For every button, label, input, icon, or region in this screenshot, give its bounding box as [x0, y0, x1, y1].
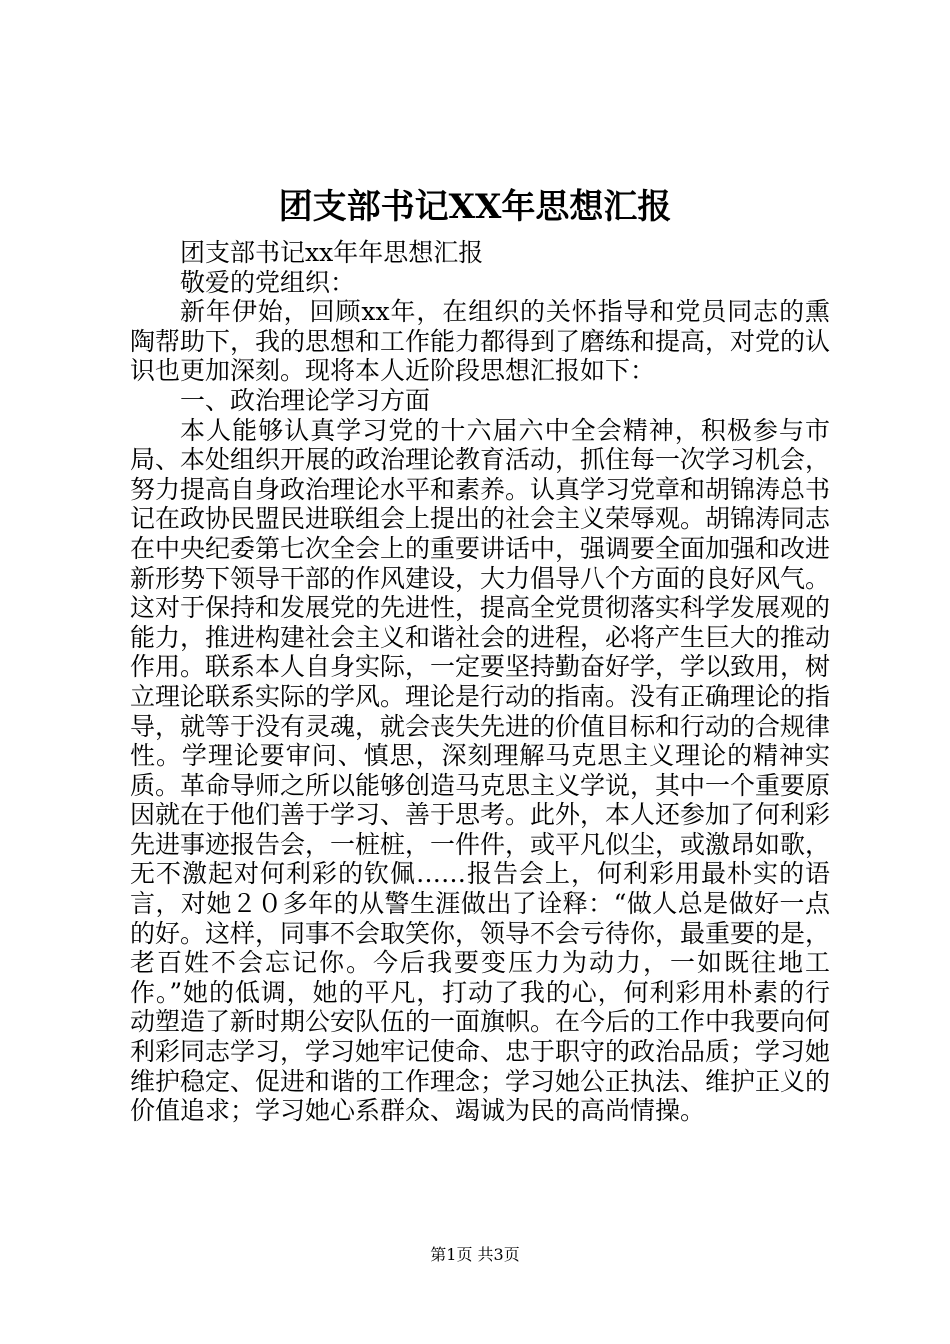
document-body — [130, 238, 830, 1126]
page-footer: 第1页 共3页 — [430, 1245, 520, 1264]
paragraph-salutation: 敬爱的党组织： — [180, 267, 356, 297]
paragraph-heading: 团支部书记xx年年思想汇报 — [180, 238, 484, 267]
document-title: 团支部书记XX年思想汇报 — [278, 187, 672, 227]
paragraph-intro: 新年伊始，回顾xx年，在组织的关怀指导和党员同志的熏陶帮助下，我的思想和工作能力都得到了磨练和提高，对党的认识也更加深刻。现将本人近阶段思想汇报如下： — [130, 297, 831, 386]
section-heading-political-theory: 一、政治理论学习方面 — [180, 385, 431, 415]
paragraph-political-theory: 本人能够认真学习党的十六届六中全会精神，积极参与市局、本处组织开展的政治理论教育活动，抓住每一次学习机会，努力提高自身政治理论水平和素养。认真学习党章和胡锦涛总书记在政协民盟民进联组会上提出的社会主义荣辱观。胡锦涛同志在中央纪委第七次全会上的重要讲话中，强调要全面加强和改进新形势下领导干部的作风建设，大力倡导八个方面的良好风气。这对于保持和发展党的先进性，提高全党贯彻落实科学发展观的能力，推进构建社会主义和谐社会的进程，必将产生巨大的推动作用。联系本人自身实际，一定要坚持勤奋好学，学以致用，树立理论联系实际的学风。理论是行动的指南。没有正确理论的指导，就等于没有灵魂，就会丧失先进的价值目标和行动的合规律性。学理论要审问、慎思，深刻理解马克思主义理论的精神实质。革命导师之所以能够创造马克思主义学说，其中一个重要原因就在于他们善于学习、善于思考。此外，本人还参加了何利彩先进事迹报告会，一桩桩，一件件，或平凡似尘，或激昂如歌，无不激起对何利彩的钦佩……报告会上，何利彩用最朴实的语言，对她２０多年的从警生涯做出了诠释：“做人总是做好一点的好。这样，同事不会取笑你，领导不会亏待你，最重要的是，老百姓不会忘记你。今后我要变压力为动力，一如既往地工作。”她的低调，她的平凡，打动了我的心，何利彩用朴素的行动塑造了新时期公安队伍的一面旗帜。在今后的工作中我要向何利彩同志学习，学习她牢记使命、忠于职守的政治品质；学习她维护稳定、促进和谐的工作理念；学习她公正执法、维护正义的价值追求；学习她心系群众、竭诚为民的高尚情操。 — [130, 415, 831, 1126]
